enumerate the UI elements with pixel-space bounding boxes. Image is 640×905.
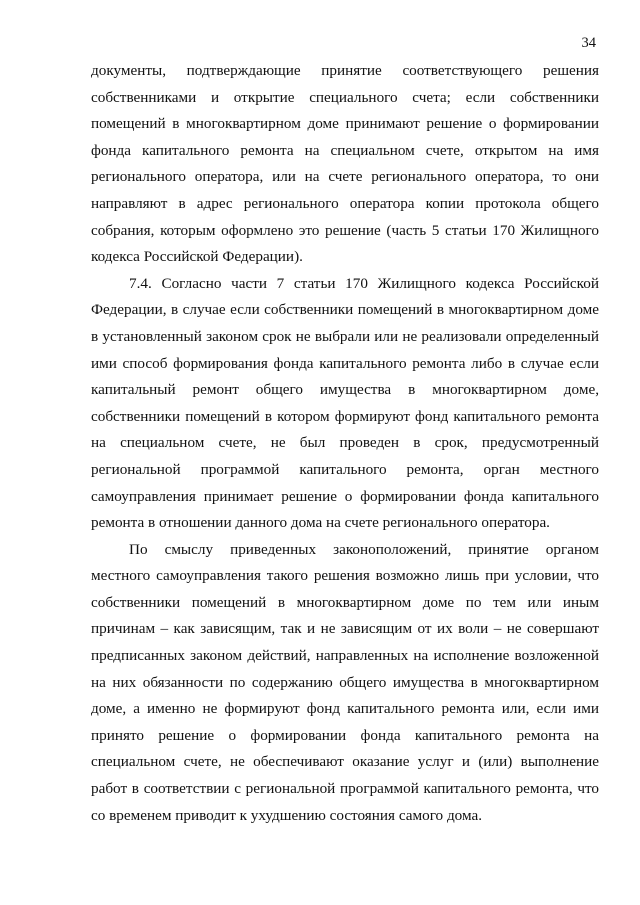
text-line: Федерации, в случае если собственники помещений в многоквартирном доме [91, 301, 599, 319]
text-line: кодекса Российской Федерации). [91, 248, 303, 266]
text-line: 7.4. Согласно части 7 статьи 170 Жилищного кодекса Российской [129, 274, 599, 292]
text-line: на специальном счете, не был проведен в срок, предусмотренный [91, 434, 599, 452]
text-line: капитальный ремонт общего имущества в многоквартирном доме, [91, 381, 599, 399]
text-line: местного самоуправления такого решения возможно лишь при условии, что [91, 567, 599, 585]
text-line: собственники помещений в котором формируют фонд капитального ремонта [91, 407, 599, 425]
text-line: работ в соответствии с региональной программой капитального ремонта, что [91, 780, 599, 798]
text-line: предписанных законом действий, направленных на исполнение возложенной [91, 647, 599, 665]
text-line: доме, а именно не формируют фонд капитального ремонта или, если ими [91, 700, 599, 718]
text-line: региональной программой капитального ремонта, орган местного [91, 460, 599, 478]
text-line: регионального оператора, или на счете регионального оператора, то они [91, 168, 599, 186]
text-line: фонда капитального ремонта на специальном счете, открытом на имя [91, 141, 599, 159]
text-line: направляют в адрес регионального оператора копии протокола общего [91, 194, 599, 212]
text-line: собственниками и открытие специального счета; если собственники [91, 88, 599, 106]
body-text [91, 58, 599, 829]
text-line: По смыслу приведенных законоположений, принятие органом [129, 540, 599, 558]
text-line: ими способ формирования фонда капитального ремонта либо в случае если [91, 354, 599, 372]
text-line: специальном счете, не обеспечивают оказание услуг и (или) выполнение [91, 753, 599, 771]
text-line: помещений в многоквартирном доме принимают решение о формировании [91, 115, 599, 133]
paragraph-1 [91, 58, 599, 271]
paragraph-3 [91, 537, 599, 830]
page-number: 34 [581, 35, 596, 51]
text-line: со временем приводит к ухудшению состояния самого дома. [91, 806, 483, 824]
text-line: документы, подтверждающие принятие соответствующего решения [91, 62, 599, 79]
text-line: ремонта в отношении данного дома на счете регионального оператора. [91, 514, 550, 532]
text-line: в установленный законом срок не выбрали или не реализовали определенный [91, 327, 599, 345]
paragraph-2 [91, 271, 599, 537]
text-line: самоуправления принимает решение о формировании фонда капитального [91, 487, 599, 505]
text-line: собственники помещений в многоквартирном доме по тем или иным [91, 593, 599, 611]
text-line: принято решение о формировании фонда капитального ремонта на [91, 726, 599, 744]
text-line: причинам – как зависящим, так и не зависящим от их воли – не совершают [91, 620, 599, 638]
text-line: собрания, которым оформлено это решение (часть 5 статьи 170 Жилищного [91, 221, 599, 239]
text-line: на них обязанности по содержанию общего имущества в многоквартирном [91, 673, 599, 691]
